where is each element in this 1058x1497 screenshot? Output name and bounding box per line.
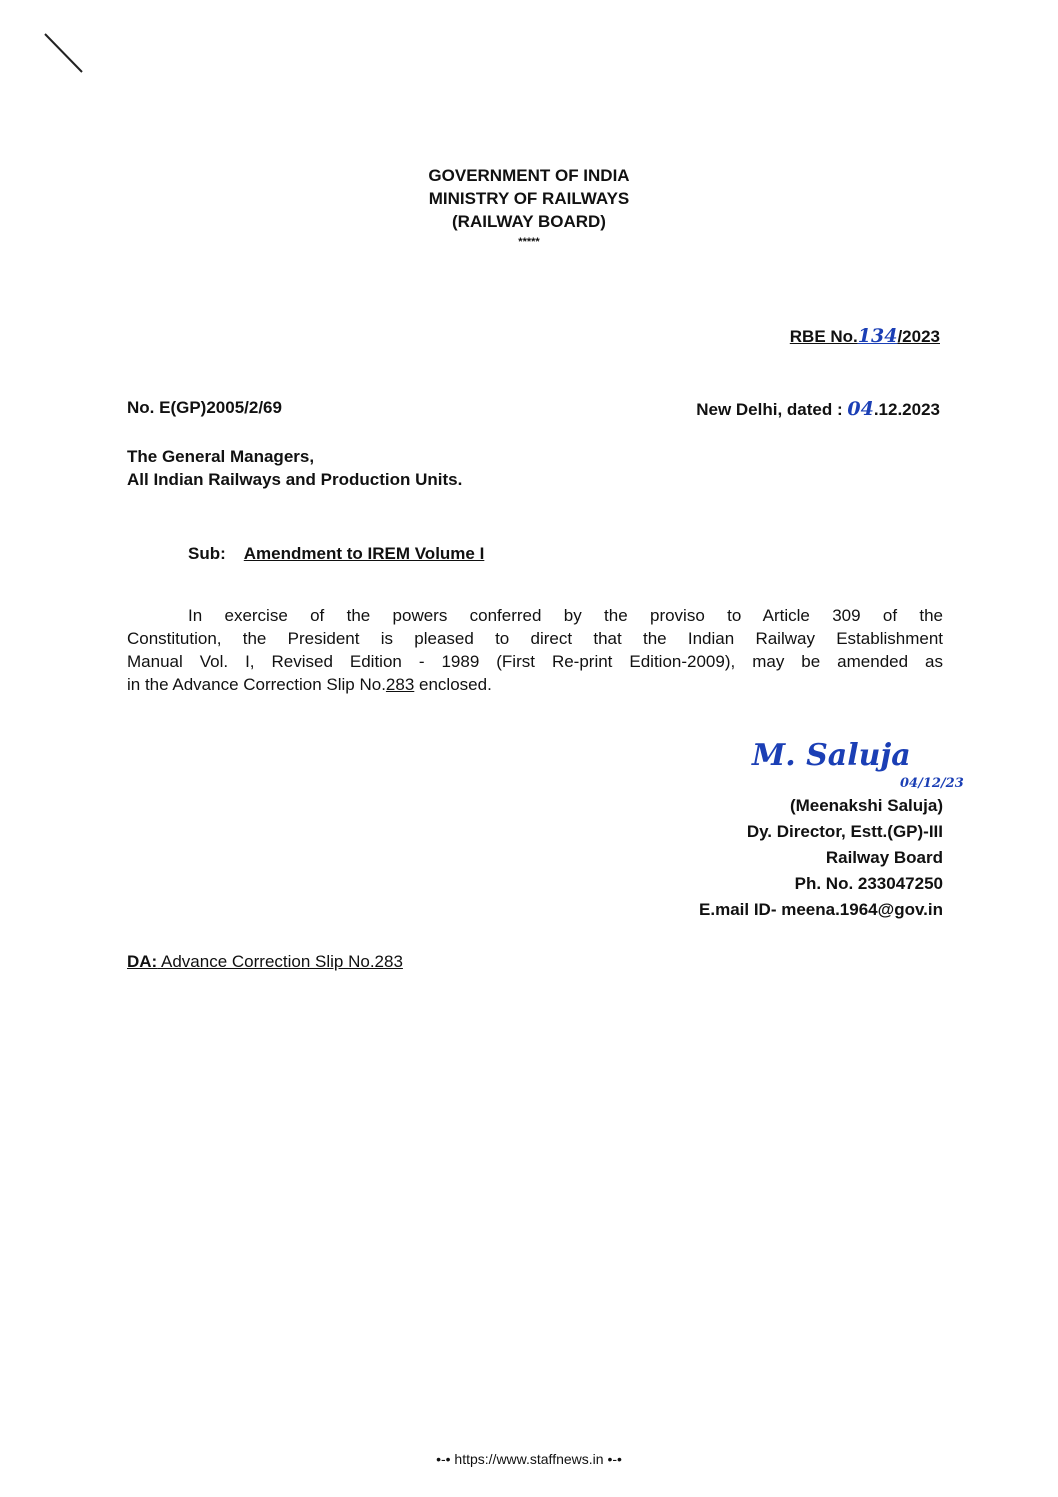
header-stars: ***** (518, 236, 540, 248)
signatory-name: (Meenakshi Saluja) (789, 796, 943, 815)
reference-number: No. E(GP)2005/2/69 (127, 398, 282, 417)
body-line-3: Manual Vol. I, Revised Edition - 1989 (First Re-print Edition-2009), may be amended as (127, 652, 943, 671)
subject-text: Amendment to IREM Volume I (243, 544, 485, 563)
letter-date (696, 398, 940, 420)
signatory-designation: Dy. Director, Estt.(GP)-III (746, 822, 943, 841)
body-line-2: Constitution, the President is pleased to direct that the Indian Railway Establishment (127, 629, 943, 648)
date-handwritten-day: 04 (847, 398, 874, 420)
signatory-office: Railway Board (825, 848, 943, 867)
header-government: GOVERNMENT OF INDIA (428, 166, 630, 185)
signature-handwritten-date: 04/12/23 (900, 776, 964, 791)
correction-slip-number: 283 (385, 675, 415, 694)
body-line-1: In exercise of the powers conferred by the proviso to Article 309 of the (188, 606, 943, 625)
subject-label: Sub: (188, 544, 226, 563)
addressee-line-2: All Indian Railways and Production Units. (127, 470, 463, 489)
signatory-email: E.mail ID- meena.1964@gov.in (699, 900, 943, 919)
rbe-suffix: /2023 (897, 327, 940, 346)
addressee-line-1: The General Managers, (127, 447, 315, 466)
enclosure-label: DA: (127, 952, 158, 971)
rbe-handwritten-number: 134 (857, 325, 898, 347)
body-line-4-end: enclosed. (414, 675, 492, 694)
rbe-number (790, 325, 940, 347)
header-board: (RAILWAY BOARD) (452, 212, 606, 231)
signature-handwritten: M. Saluja (752, 738, 911, 773)
body-line-4 (127, 674, 492, 696)
header-ministry: MINISTRY OF RAILWAYS (428, 189, 630, 208)
date-suffix: .12.2023 (873, 400, 940, 419)
subject (188, 544, 484, 564)
footer-url[interactable]: •-• https://www.staffnews.in •-• (436, 1451, 622, 1467)
body-line-4-start: in the Advance Correction Slip No. (127, 675, 386, 694)
date-prefix: New Delhi, dated : (696, 400, 848, 419)
signatory-phone: Ph. No. 233047250 (794, 874, 943, 893)
rbe-prefix: RBE No. (789, 327, 858, 346)
scan-mark-icon (40, 30, 100, 80)
enclosure (127, 952, 417, 972)
enclosure-text: Advance Correction Slip No.283 (157, 952, 403, 971)
